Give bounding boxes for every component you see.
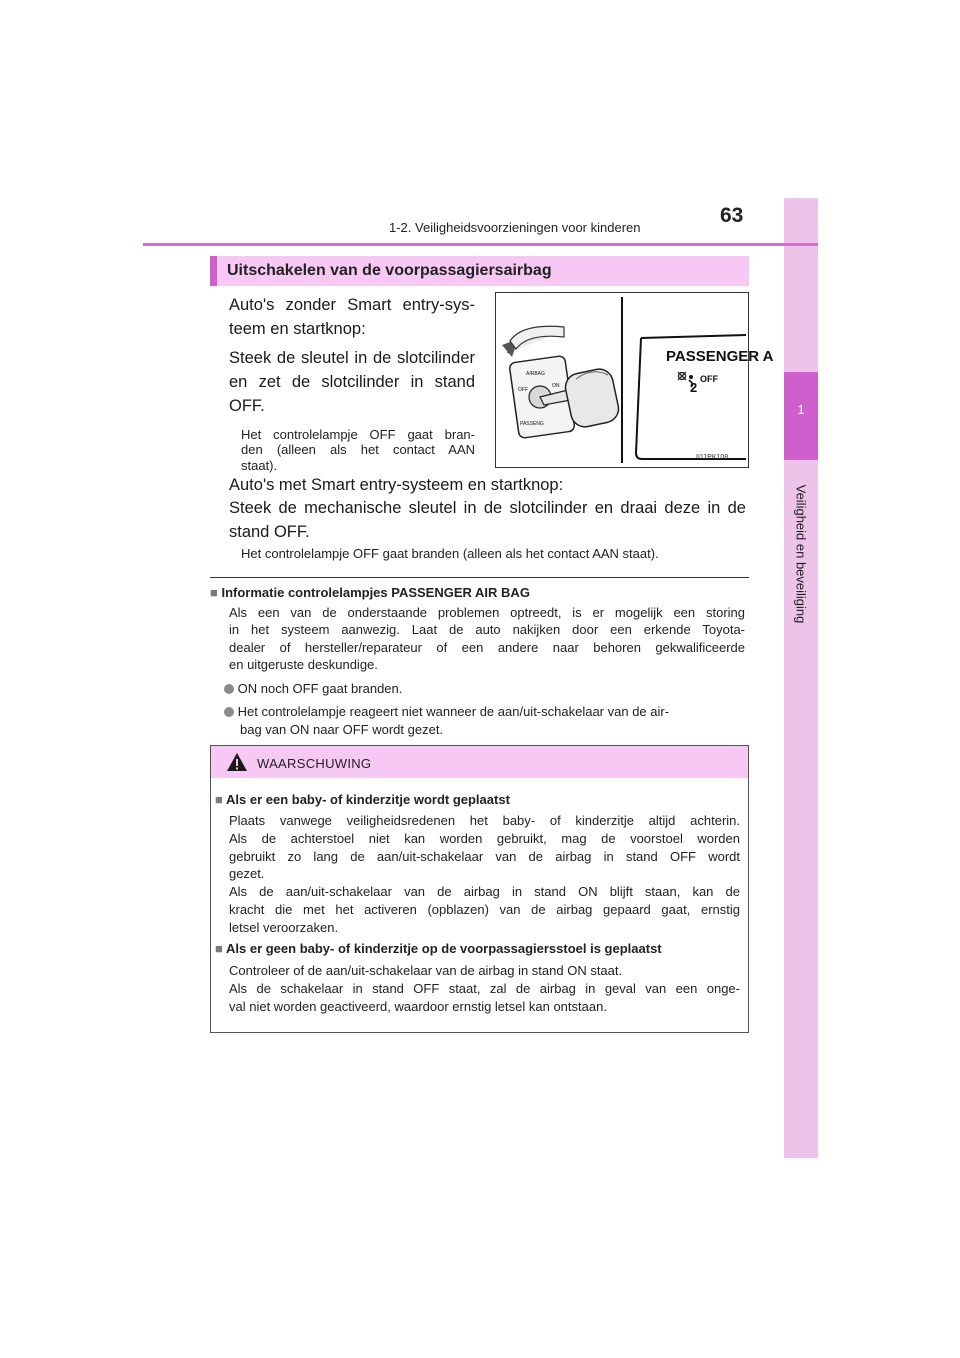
warning-p1-line-7: letsel veroorzaken. xyxy=(229,920,339,935)
step-line-3: OFF. xyxy=(229,397,265,415)
warning-p1-line-6: kracht die met het activeren (opblazen) van de airbag gepaard gaat, ernstig xyxy=(229,902,740,917)
indicator-off: OFF xyxy=(700,374,718,384)
note-line-3: staat). xyxy=(241,458,278,473)
info-bullet-1: ON noch OFF gaat branden. xyxy=(224,681,402,697)
warning-p2-line-2: Als de schakelaar in stand OFF staat, zal de airbag in geval van een onge- xyxy=(229,981,740,996)
warning-p1-line-1: Plaats vanwege veiligheidsredenen het baby- of kinderzitje altijd achterin. xyxy=(229,813,740,828)
section-header: 1-2. Veiligheidsvoorzieningen voor kinderen xyxy=(389,220,641,235)
smart-step-line-1: Steek de mechanische sleutel in de slotcilinder en draai deze in de xyxy=(229,499,746,517)
bullet-square-icon: ■ xyxy=(215,792,223,807)
info-bullet-2-cont: bag van ON naar OFF wordt gezet. xyxy=(240,722,444,737)
warning-p2-line-1: Controleer of de aan/uit-schakelaar van de airbag in stand ON staat. xyxy=(229,963,623,978)
warning-p1-line-3: gebruikt zo lang de aan/uit-schakelaar van de airbag in stand OFF wordt xyxy=(229,849,740,864)
info-para-line-2: in het systeem aanwezig. Laat de auto nakijken door een erkende Toyota- xyxy=(229,622,745,637)
header-rule xyxy=(143,243,818,246)
info-para-line-3: dealer of hersteller/reparateur of een andere naar behoren gekwalificeerde xyxy=(229,640,745,655)
switch-off-label: OFF xyxy=(518,387,528,393)
bullet-square-icon: ■ xyxy=(210,585,218,600)
step-line-1: Steek de sleutel in de slotcilinder xyxy=(229,349,475,367)
bullet-dot-icon xyxy=(224,684,234,694)
info-heading xyxy=(210,585,530,600)
warning-p2-line-3: val niet worden geactiveerd, waardoor ernstig letsel kan ontstaan. xyxy=(229,999,607,1014)
info-bullet-2: Het controlelampje reageert niet wanneer de aan/uit-schakelaar van de air- xyxy=(224,704,746,720)
step-line-2: en zet de slotcilinder in stand xyxy=(229,373,475,391)
smart-step-line-2: stand OFF. xyxy=(229,523,310,541)
chapter-tab-strip xyxy=(784,198,818,1158)
section-title: Uitschakelen van de voorpassagiersairbag xyxy=(210,256,749,286)
bullet-square-icon: ■ xyxy=(215,941,223,956)
indicator-label: PASSENGER A xyxy=(666,348,774,365)
warning-p1-line-4: gezet. xyxy=(229,866,265,881)
switch-on-label: ON xyxy=(552,383,560,389)
intro-line-2: teem en startknop: xyxy=(229,320,366,338)
note-line-1: Het controlelampje OFF gaat bran- xyxy=(241,427,475,442)
illustration-svg xyxy=(496,293,774,467)
warning-p1-line-2: Als de achterstoel niet kan worden gebruikt, mag de voorstoel worden xyxy=(229,831,740,846)
warning-heading-2: ■ Als er geen baby- of kinderzitje op de voorpassagiersstoel is geplaatst xyxy=(215,941,662,956)
divider xyxy=(210,577,749,578)
page-number: 63 xyxy=(720,204,744,227)
switch-bottom-label: PASSENG xyxy=(520,421,544,427)
airbag-switch-illustration xyxy=(495,292,774,468)
figure-code: II11PK108 xyxy=(696,454,729,461)
warning-heading-1: ■ Als er een baby- of kinderzitje wordt geplaatst xyxy=(215,792,510,807)
indicator-number: 2 xyxy=(690,380,698,395)
intro-line-1: Auto's zonder Smart entry-sys- xyxy=(229,296,475,314)
bullet-dot-icon xyxy=(224,707,234,717)
warning-p1-line-5: Als de aan/uit-schakelaar van de airbag in stand ON blijft staan, kan de xyxy=(229,884,740,899)
switch-top-label: AIRBAG xyxy=(526,371,545,377)
smart-entry-line: Auto's met Smart entry-systeem en startknop: xyxy=(229,476,564,494)
warning-triangle-icon xyxy=(226,752,248,772)
info-para-line-4: en uitgeruste deskundige. xyxy=(229,657,378,672)
warning-title: WAARSCHUWING xyxy=(257,756,372,771)
info-heading-text: Informatie controlelampjes PASSENGER AIR BAG xyxy=(221,585,530,600)
smart-note: Het controlelampje OFF gaat branden (alleen als het contact AAN staat). xyxy=(241,546,659,561)
chapter-number: 1 xyxy=(797,402,805,417)
info-para-line-1: Als een van de onderstaande problemen optreedt, is er mogelijk een storing xyxy=(229,605,745,620)
note-line-2: den (alleen als het contact AAN xyxy=(241,442,475,457)
